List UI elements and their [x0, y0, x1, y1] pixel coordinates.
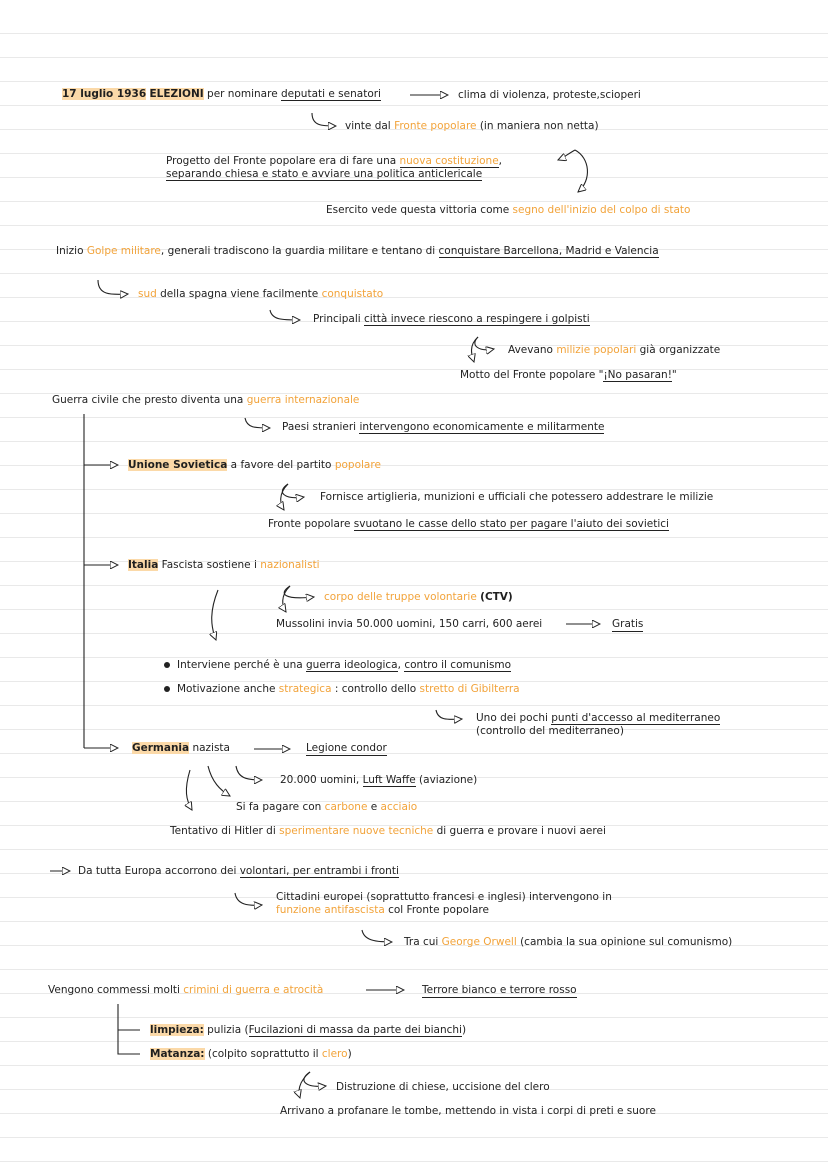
conquistato: conquistato	[321, 288, 384, 300]
arrow-sud	[98, 280, 128, 294]
text: col Fronte popolare	[384, 904, 489, 916]
gratis: Gratis	[612, 618, 644, 630]
arrow-orwell	[362, 930, 392, 942]
arrow-uomini	[236, 766, 262, 780]
arrow-sifa	[208, 766, 230, 796]
sud: sud	[138, 288, 157, 300]
arrow-cittadini	[235, 893, 262, 905]
text: (cambia la sua opinione sul comunismo)	[516, 936, 733, 948]
deputati-senatori: deputati e senatori	[281, 88, 381, 100]
text: : controllo dello	[331, 683, 420, 695]
line-germania	[132, 741, 230, 755]
line-matanza	[150, 1047, 352, 1061]
line-fronte-svuotano	[268, 517, 669, 531]
clero: clero	[321, 1048, 348, 1060]
terrore-bianco-rosso: Terrore bianco e terrore rosso	[422, 984, 577, 996]
elezioni-label: ELEZIONI	[149, 88, 204, 100]
intervengono: intervengono economicamente e militarmente	[359, 421, 605, 433]
luftwaffe: Luft Waffe	[362, 774, 416, 786]
text: 20.000 uomini,	[280, 774, 363, 786]
george-orwell: George Orwell	[441, 936, 517, 948]
golpe-militare: Golpe militare	[86, 245, 161, 257]
sperimentare: sperimentare nuove tecniche	[279, 825, 434, 837]
line-tentativo	[170, 824, 606, 838]
text: Vengono commessi molti	[48, 984, 184, 996]
text: ,	[498, 155, 503, 167]
line-cittadini: Cittadini europei (soprattutto francesi e inglesi) intervengono in	[276, 891, 612, 903]
arrow-mussolini	[283, 586, 290, 612]
line-unodei	[476, 711, 720, 725]
popolare: popolare	[334, 459, 381, 471]
segno-colpo-stato: segno dell'inizio del colpo di stato	[512, 204, 691, 216]
line-crimini	[48, 983, 323, 997]
legione-condor: Legione condor	[306, 742, 387, 754]
arrow-vinte	[312, 113, 336, 126]
text: già organizzate	[636, 344, 721, 356]
line-sifa	[236, 800, 417, 814]
text: Si fa pagare con	[236, 801, 325, 813]
guerra-internazionale: guerra internazionale	[246, 394, 360, 406]
bullet	[164, 662, 170, 668]
matanza: Matanza:	[150, 1048, 205, 1060]
line-elezioni	[62, 87, 381, 101]
text: Interviene perché è una	[177, 659, 307, 671]
arrow-progetto-curve	[575, 150, 587, 192]
line-distruzione: Distruzione di chiese, uccisione del clero	[336, 1081, 550, 1093]
arrow-paesi	[245, 418, 270, 428]
corpo-truppe: corpo delle truppe volontarie	[324, 591, 481, 603]
text: Inizio	[56, 245, 87, 257]
arrow-fronte-pop	[281, 484, 288, 510]
milizie-popolari: milizie popolari	[556, 344, 637, 356]
text: Motivazione anche	[177, 683, 279, 695]
italia: Italia	[128, 559, 159, 571]
line-interviene	[164, 658, 511, 672]
nuova-costituzione: nuova costituzione	[399, 155, 499, 167]
line-arrivano: Arrivano a profanare le tombe, mettendo in vista i corpi di preti e suore	[280, 1105, 656, 1117]
line-uomini	[280, 773, 477, 787]
line-principali	[313, 312, 590, 326]
line-guerra-civile	[52, 393, 359, 407]
tree-crimini	[118, 1004, 140, 1054]
line-sud	[138, 287, 383, 301]
line-paesi	[282, 420, 604, 434]
text: di guerra e provare i nuovi aerei	[433, 825, 606, 837]
date-elezioni: 17 luglio 1936	[62, 88, 147, 100]
no-pasaran: ¡No pasaran!	[603, 369, 672, 381]
text: "	[671, 369, 677, 381]
text: Da tutta Europa accorrono dei	[78, 865, 240, 877]
contro-comunismo: contro il comunismo	[404, 659, 512, 671]
arrow-principali	[270, 310, 300, 320]
text: , generali tradiscono la guardia militare e tentano di	[160, 245, 439, 257]
guerra-ideologica: guerra ideologica	[306, 659, 398, 671]
ctv: (CTV)	[480, 591, 513, 603]
arrow-progetto-back	[558, 150, 575, 160]
unione-sovietica: Unione Sovietica	[128, 459, 228, 471]
text: (aviazione)	[415, 774, 478, 786]
text: nazista	[189, 742, 230, 754]
arrow-tentativo	[186, 770, 192, 810]
conquistare-citta: conquistare Barcellona, Madrid e Valencia	[438, 245, 659, 257]
germania: Germania	[132, 742, 190, 754]
text: vinte dal	[345, 120, 395, 132]
line-vinte	[345, 119, 599, 133]
acciaio: acciaio	[380, 801, 418, 813]
punti-accesso: punti d'accesso al mediterraneo	[551, 712, 721, 724]
text: Tra cui	[404, 936, 442, 948]
text: Guerra civile che presto diventa una	[52, 394, 247, 406]
line-funzione	[276, 903, 489, 917]
arrow-unodei	[436, 710, 462, 719]
arrow-corpo	[284, 586, 314, 598]
separando: separando chiesa e stato e avviare una politica anticlericale	[166, 168, 483, 180]
text: Principali	[313, 313, 364, 325]
stretto-gibilterra: stretto di Gibilterra	[419, 683, 520, 695]
line-fornisce: Fornisce artiglieria, munizioni e ufficiali che potessero addestrare le milizie	[320, 491, 714, 503]
line-unione	[128, 458, 381, 472]
fucilazioni: Fucilazioni di massa da parte dei bianchi	[248, 1024, 462, 1036]
line-motto	[460, 368, 677, 382]
text: ,	[397, 659, 405, 671]
line-progetto-2	[166, 167, 482, 181]
text: Fascista sostiene i	[158, 559, 261, 571]
arrow-fornisce	[282, 484, 304, 498]
line-mussolini: Mussolini invia 50.000 uomini, 150 carri, 600 aerei	[276, 618, 543, 630]
line-italia	[128, 558, 320, 572]
svuotano-casse: svuotano le casse dello stato per pagare l'aiuto dei sovietici	[353, 518, 669, 530]
arrow-motto	[472, 337, 479, 362]
arrow-arrivano	[299, 1072, 310, 1098]
arrow-italia-long	[212, 590, 218, 640]
text: (colpito soprattutto il	[204, 1048, 322, 1060]
citta-respingono: città invece riescono a respingere i golpisti	[364, 313, 590, 325]
crimini-guerra: crimini di guerra e atrocità	[183, 984, 324, 996]
text: Uno dei pochi	[476, 712, 552, 724]
text: )	[461, 1024, 467, 1036]
text: Paesi stranieri	[282, 421, 360, 433]
text: Motto del Fronte popolare "	[460, 369, 604, 381]
text: pulizia (	[203, 1024, 249, 1036]
line-avevano	[508, 343, 720, 357]
arrow-distruzione	[304, 1072, 326, 1086]
line-motivazione	[164, 682, 520, 696]
text: per nominare	[203, 88, 282, 100]
bullet	[164, 686, 170, 692]
line-controllo: (controllo del mediterraneo)	[476, 725, 624, 737]
text: Fronte popolare	[268, 518, 354, 530]
strategica: strategica	[278, 683, 332, 695]
nazionalisti: nazionalisti	[260, 559, 320, 571]
text: Avevano	[508, 344, 557, 356]
line-golpe	[56, 244, 659, 258]
funzione-antifascista: funzione antifascista	[276, 904, 385, 916]
fronte-popolare: Fronte popolare	[394, 120, 477, 132]
line-limpieza	[150, 1023, 466, 1037]
line-esercito	[326, 203, 690, 217]
text: e	[367, 801, 381, 813]
text: Progetto del Fronte popolare era di fare una	[166, 155, 400, 167]
limpieza: limpieza:	[150, 1024, 204, 1036]
text: (in maniera non netta)	[476, 120, 599, 132]
carbone: carbone	[324, 801, 368, 813]
text: Tentativo di Hitler di	[170, 825, 280, 837]
line-orwell	[404, 935, 732, 949]
line-clima: clima di violenza, proteste,scioperi	[458, 89, 641, 101]
text: della spagna viene facilmente	[156, 288, 322, 300]
text: a favore del partito	[227, 459, 335, 471]
text: Esercito vede questa vittoria come	[326, 204, 513, 216]
volontari: volontari, per entrambi i fronti	[239, 865, 399, 877]
line-corpo	[324, 590, 513, 604]
arrow-avevano	[475, 337, 494, 350]
text: )	[347, 1048, 352, 1060]
line-europa	[78, 864, 399, 878]
line-progetto	[166, 154, 502, 168]
